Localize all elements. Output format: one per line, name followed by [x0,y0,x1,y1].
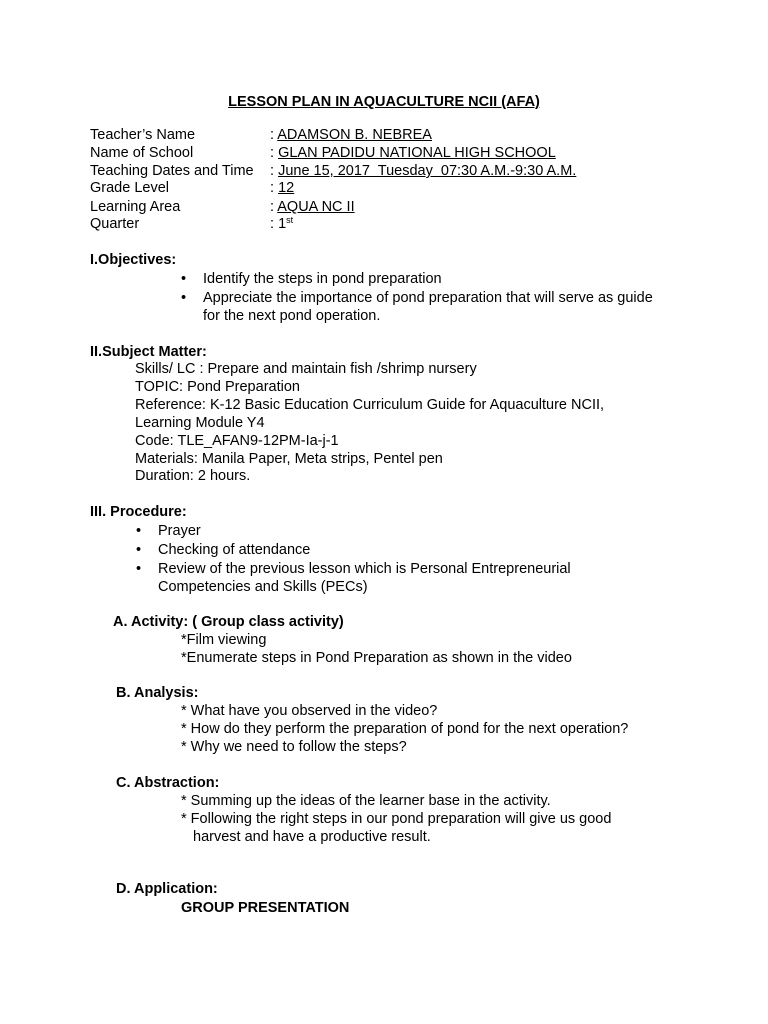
teaching-dates-value: : June 15, 2017 Tuesday 07:30 A.M.-9:30 A.M. [270,163,577,179]
teacher-name-label: Teacher’s Name [90,127,196,143]
teaching-dates-label: Teaching Dates and Time [90,163,254,179]
learning-area-value: : AQUA NC II [270,199,355,215]
objective-item-continuation: for the next pond operation. [203,308,381,324]
abstraction-line: harvest and have a productive result. [193,829,431,845]
abstraction-heading: C. Abstraction: [116,775,220,791]
document-title: LESSON PLAN IN AQUACULTURE NCII (AFA) [228,94,540,110]
teacher-name-value: : ADAMSON B. NEBREA [270,127,432,143]
bullet-icon: • [136,523,142,539]
lesson-plan-page: LESSON PLAN IN AQUACULTURE NCII (AFA) Teacher’s Name : ADAMSON B. NEBREA Name of School : GLAN PADIDU NATIONAL HIGH SCHOOL Teaching Dates and Time : June 15, 2017 Tuesday 07:30 A.M.-9:30 A.M. Grade Level : 12 Learning Area : AQUA NC II Quarter : 1st I.Objectives: • Identify the steps in pond preparation • Appreciate the importance of pond preparation that will serve as guide for the next pond operation. II.Subject Matter: Skills/ LC : Prepare and maintain fish /shrimp nursery TOPIC: Pond Preparation Reference: K-12 Basic Education Curriculum Guide for Aquaculture NCII, Learning Module Y4 Code: TLE_AFAN9-12PM-Ia-j-1 Materials: Manila Paper, Meta strips, Pentel pen Duration: 2 hours. III. Procedure: • Prayer • Checking of attendance • Review of the previous lesson which is Personal Entrepreneurial Competencies and Skills (PECs) A. Activity: ( Group class activity) *Film viewing *Enumerate steps in Pond Preparation as shown in the video B. Analysis: * What have you observed in the video? * How do they perform the preparation of pond for the next operation? * Why we need to follow the steps? C. Abstraction: * Summing up the ideas of the learner base in the activity. * Following the right steps in our pond preparation will give us good harvest and have a productive result. D. Application: GROUP PRESENTATION [0,0,768,1024]
analysis-question: * What have you observed in the video? [181,703,438,719]
subject-matter-duration: Duration: 2 hours. [135,468,251,484]
analysis-question: * Why we need to follow the steps? [181,739,407,755]
objectives-heading: I.Objectives: [90,252,177,268]
procedure-item-continuation: Competencies and Skills (PECs) [158,579,368,595]
quarter-value: : 1st [270,215,294,232]
activity-line: *Enumerate steps in Pond Preparation as shown in the video [181,650,572,666]
abstraction-line: * Following the right steps in our pond preparation will give us good [181,811,612,827]
subject-matter-code: Code: TLE_AFAN9-12PM-Ia-j-1 [135,433,339,449]
subject-matter-reference: Reference: K-12 Basic Education Curriculum Guide for Aquaculture NCII, [135,397,605,413]
subject-matter-topic: TOPIC: Pond Preparation [135,379,300,395]
learning-area-label: Learning Area [90,199,181,215]
school-name-label: Name of School [90,145,194,161]
bullet-icon: • [136,561,142,577]
procedure-heading: III. Procedure: [90,504,187,520]
quarter-label: Quarter [90,216,140,232]
application-heading: D. Application: [116,881,218,897]
application-line: GROUP PRESENTATION [181,900,350,916]
subject-matter-skills: Skills/ LC : Prepare and maintain fish /shrimp nursery [135,361,477,377]
grade-level-value: : 12 [270,180,295,196]
bullet-icon: • [136,542,142,558]
activity-line: *Film viewing [181,632,267,648]
subject-matter-module: Learning Module Y4 [135,415,265,431]
abstraction-line: * Summing up the ideas of the learner base in the activity. [181,793,551,809]
school-name-value: : GLAN PADIDU NATIONAL HIGH SCHOOL [270,145,556,161]
bullet-icon: • [181,271,187,287]
analysis-question: * How do they perform the preparation of pond for the next operation? [181,721,629,737]
subject-matter-materials: Materials: Manila Paper, Meta strips, Pentel pen [135,451,443,467]
bullet-icon: • [181,290,187,306]
activity-heading: A. Activity: ( Group class activity) [113,614,344,630]
analysis-heading: B. Analysis: [116,685,199,701]
subject-matter-heading: II.Subject Matter: [90,344,207,360]
grade-level-label: Grade Level [90,180,169,196]
